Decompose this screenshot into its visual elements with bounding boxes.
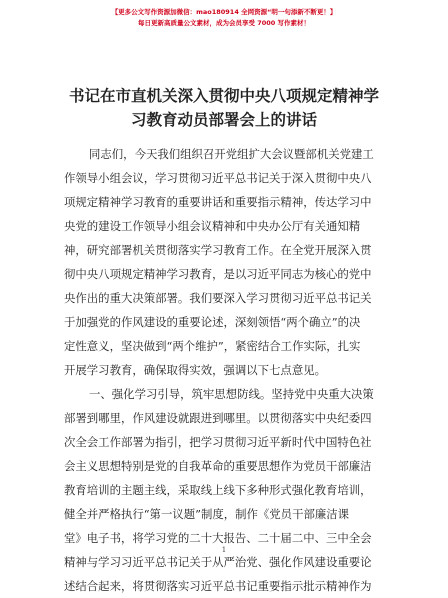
- body-line: 精神与学习习近平总书记关于从严治党、强化作风建设重要论: [64, 555, 372, 569]
- body-line: 次全会工作部署为指引，把学习贯彻习近平新时代中国特色社: [64, 435, 372, 449]
- promo-banner-line-2: 每日更新高质量公文素材，成为会员享受 7000 写作素材！: [137, 19, 311, 27]
- promo-banner-line-1: 【更多公文写作资源加微信：mao180914 全网资源“明一句添新不断更！】: [111, 8, 337, 16]
- document-title-line-2: 习教育动员部署会上的讲话: [130, 111, 317, 129]
- body-line: 于加强党的作风建设的重要论述，深刻领悟“两个确立”的决: [64, 315, 361, 329]
- body-line: 央作出的重大决策部署。我们要深入学习贯彻习近平总书记关: [64, 291, 372, 305]
- body-line: 神，研究部署机关贯彻落实学习教育工作。在全党开展深入贯: [64, 243, 372, 257]
- body-line: 部署到哪里，作风建设就跟进到哪里。以贯彻落实中央纪委四: [64, 411, 372, 425]
- body-line: 会主义思想特别是党的自我革命的重要思想作为党员干部廉洁: [64, 459, 372, 473]
- body-line: 同志们，今天我们组织召开党组扩大会议暨部机关党建工: [89, 147, 374, 161]
- body-line: 健全并严格执行“第一议题”制度，制作《党员干部廉洁课: [64, 507, 350, 521]
- body-line: 项规定精神学习教育的重要讲话和重要指示精神，传达学习中: [64, 195, 372, 209]
- page-number: 1: [221, 546, 227, 554]
- body-line: 一、强化学习引导，筑牢思想防线。坚持党中央重大决策: [89, 387, 374, 401]
- body-line: 开展学习教育，确保取得实效，强调以下七点意见。: [64, 363, 326, 377]
- body-line: 彻中央八项规定精神学习教育，是以习近平同志为核心的党中: [64, 267, 372, 281]
- body-line: 央党的建设工作领导小组会议精神和中央办公厅有关通知精: [64, 219, 361, 233]
- document-title-line-1: 书记在市直机关深入贯彻中央八项规定精神学: [68, 87, 379, 105]
- body-line: 述结合起来，将贯彻落实习近平总书记重要指示批示精神作为: [64, 579, 372, 593]
- body-line: 定性意义，坚决做到“两个维护”，紧密结合工作实际，扎实: [64, 339, 361, 353]
- body-line: 堂》电子书，将学习党的二十大报告、二十届二中、三中全会: [64, 531, 372, 545]
- body-line: 教育培训的主题主线，采取线上线下多种形式强化教育培训，: [64, 483, 372, 497]
- body-line: 作领导小组会议，学习贯彻习近平总书记关于深入贯彻中央八: [64, 171, 372, 185]
